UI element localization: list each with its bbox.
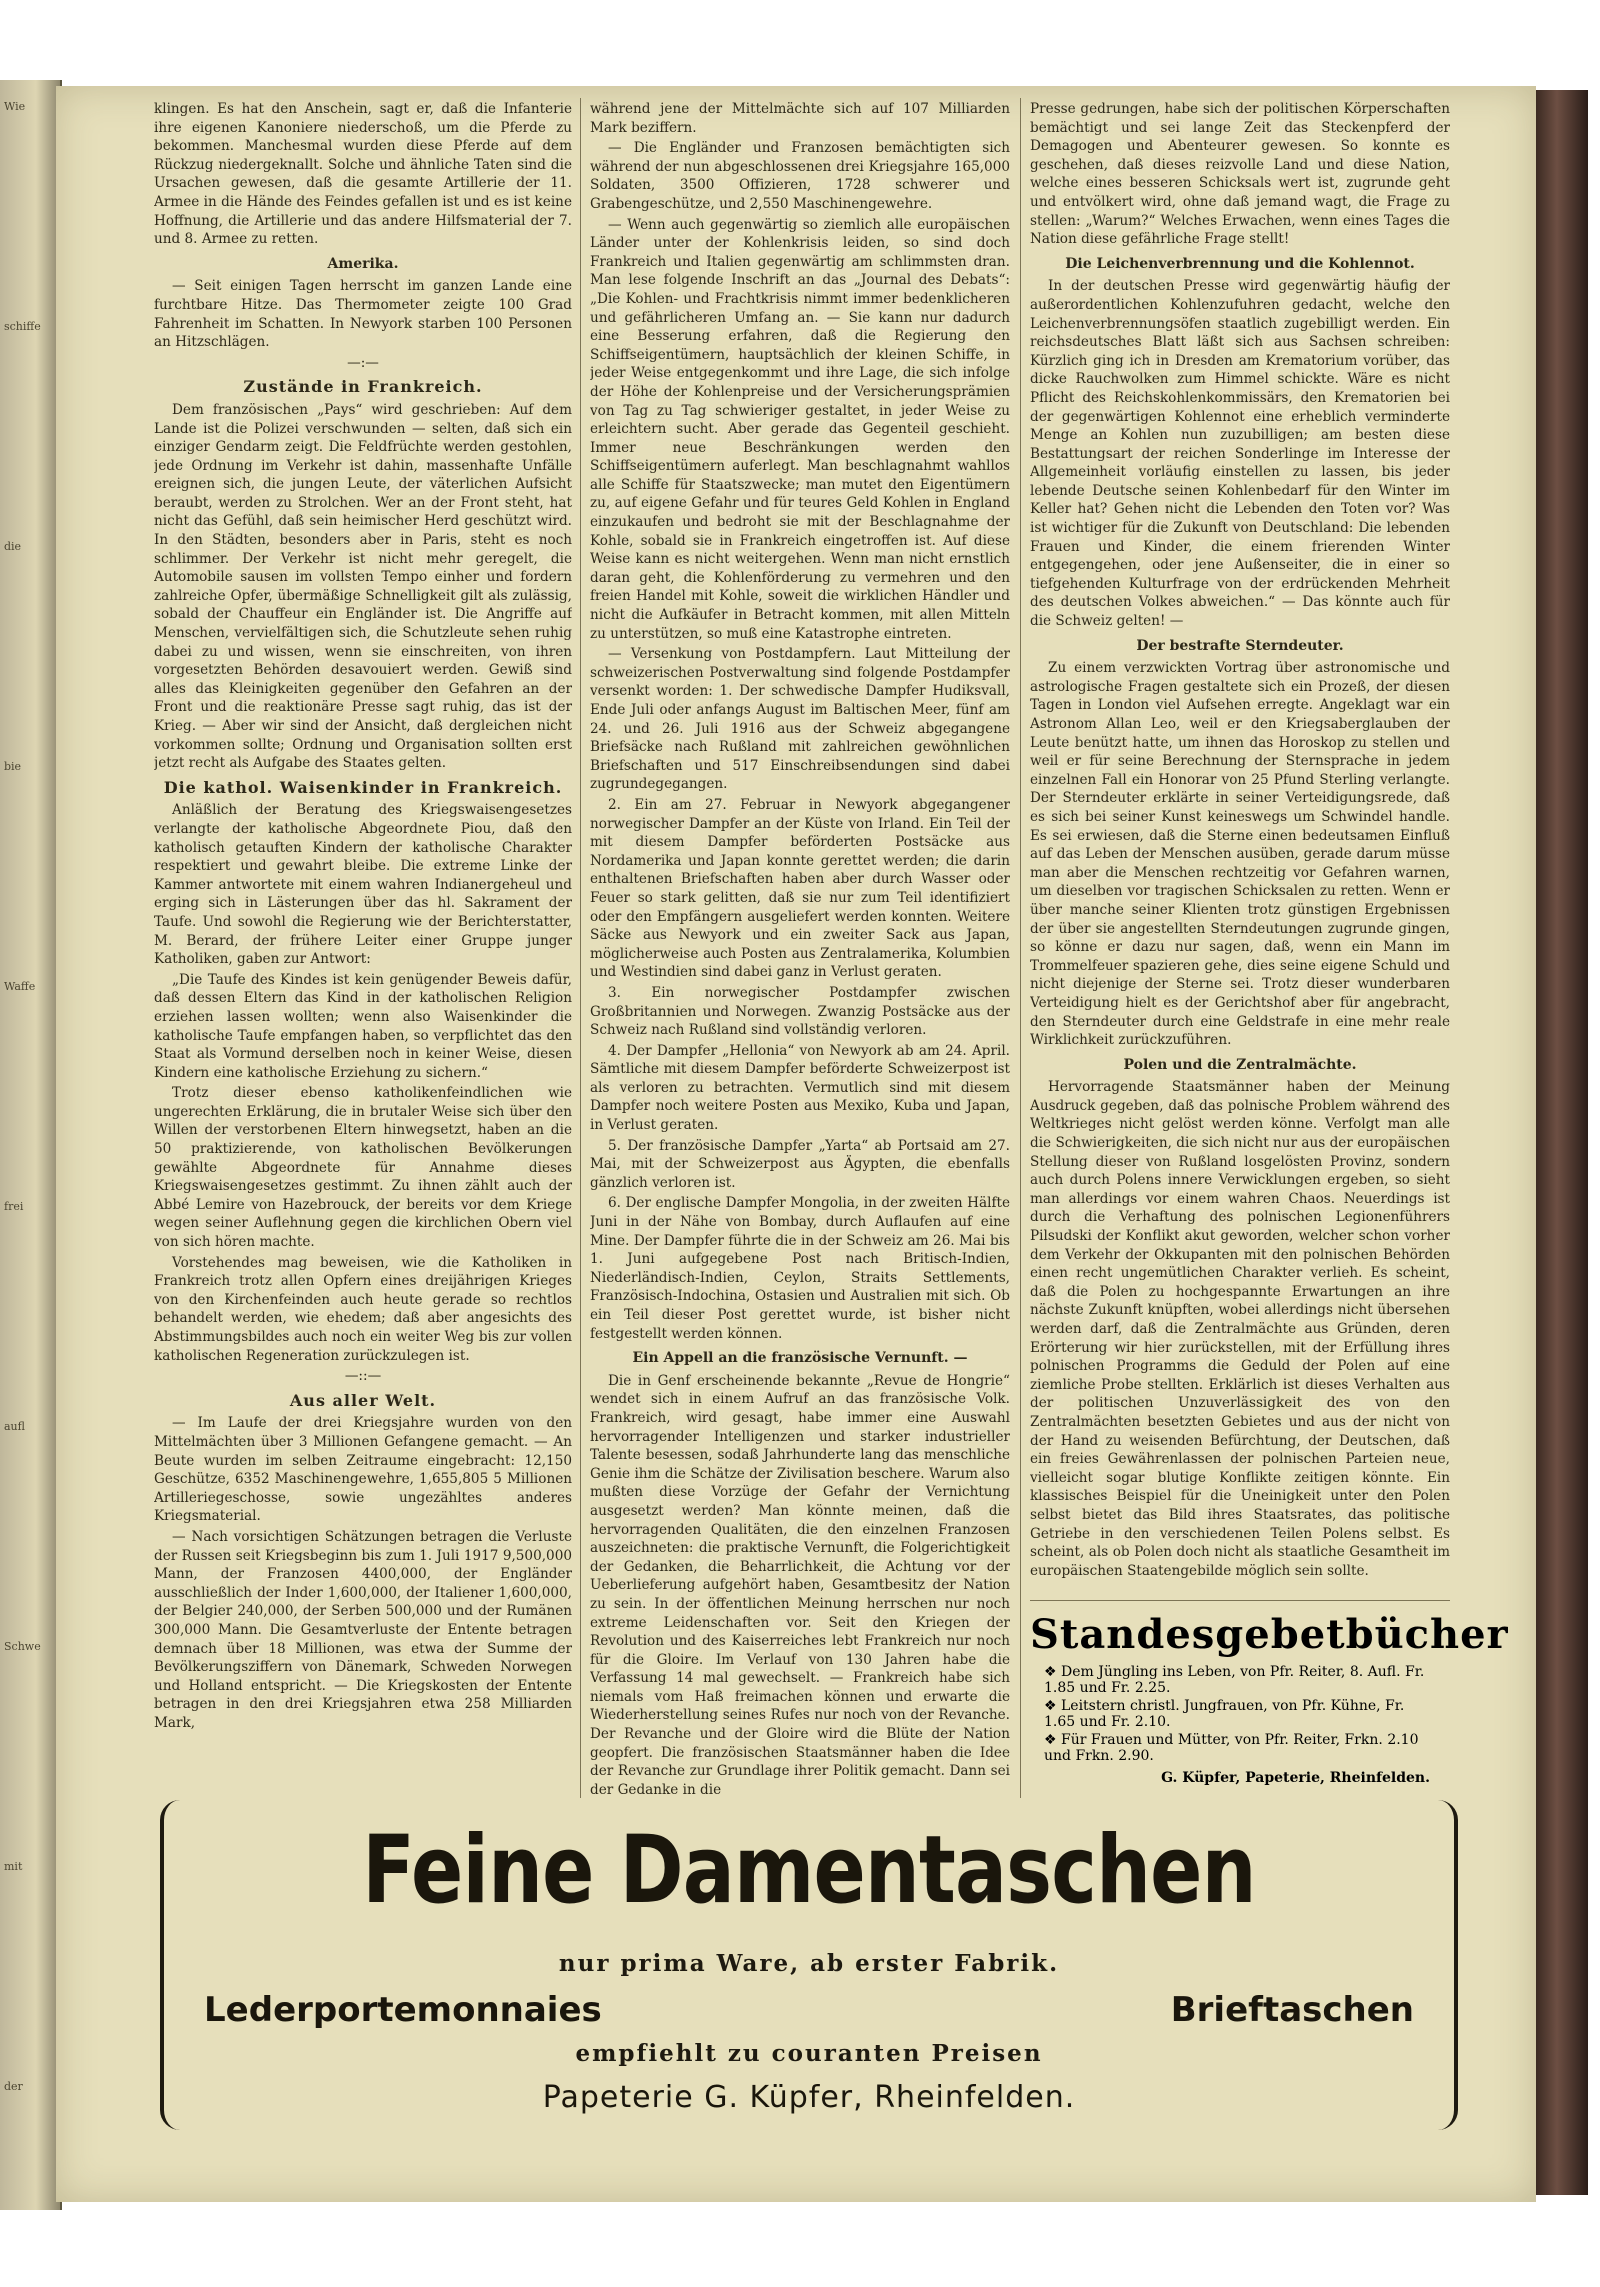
ad-subline: nur prima Ware, ab erster Fabrik.	[558, 1950, 1060, 1977]
section-heading: Zustände in Frankreich.	[243, 377, 483, 397]
column-rule	[1020, 98, 1021, 1798]
adjacent-page-edge	[0, 80, 62, 2210]
section-heading: Der bestrafte Sterndeuter.	[1136, 637, 1344, 654]
edge-fragment: Wie	[4, 100, 26, 113]
paragraph: klingen. Es hat den Anschein, sagt er, daß die Infanterie ihre eigenen Kanoniere niederschoß, um die Pferde zu bekommen. Manchesmal wurden diese Pferde auf dem Rückzug niedergeknallt. Solche und ähnliche Taten sind die Ursachen gewesen, daß die gesamte Artillerie der 11. Armee in die Hände des Feindes gefallen ist und es ist keine Hoffnung, die Artillerie und das andere Hilfsmaterial der 7. und 8. Armee zu retten.	[154, 101, 572, 248]
section-heading-amerika: Amerika.	[327, 255, 399, 272]
paragraph: 4. Der Dampfer „Hellonia“ von Newyork ab am 24. April. Sämtliche mit diesem Dampfer beförderte Schweizerpost ist als verloren zu betrachten. Vermutlich sind mit diesem Dampfer noch weitere Posten aus Mexiko, Kuba und Japan, in Verlust geraten.	[590, 1042, 1010, 1134]
section-heading: Ein Appell an die französische Vernunft. —	[632, 1350, 968, 1367]
section-heading: Die kathol. Waisenkinder in Frankreich.	[163, 777, 563, 797]
ad-product-right: Brieftaschen	[1170, 1990, 1414, 2030]
ad-line: ❖ Dem Jüngling ins Leben, von Pfr. Reiter, 8. Aufl. Fr. 1.85 und Fr. 2.25.	[1044, 1664, 1425, 1696]
ad-signature: G. Küpfer, Papeterie, Rheinfelden.	[1161, 1770, 1430, 1786]
ad-line: ❖ Leitstern christl. Jungfrauen, von Pfr. Kühne, Fr. 1.65 und Fr. 2.10.	[1044, 1698, 1405, 1730]
separator: —::—	[344, 1368, 382, 1385]
edge-fragment: bie	[4, 760, 22, 773]
paragraph: Dem französischen „Pays“ wird geschrieben: Auf dem Lande ist die Polizei verschwunden — selten, daß sich ein einziger Gendarm zeigt. Die Feldfrüchte werden gestohlen, jede Ordnung im Verkehr ist dahin, massenhafte Unfälle ereignen sich, die jungen Leute, der väterlichen Aufsicht beraubt, werden zu Strolchen. Wer an der Front steht, hat nicht das Gefühl, daß sein heimischer Herd geschützt wird. In den Städten, besonders aber in Paris, steht es noch schlimmer. Der Verkehr ist nicht mehr geregelt, die Automobile sausen im vollsten Tempo einher und fordern zahlreiche Opfer, übermäßige Schnelligkeit gilt als zulässig, sobald der Chauffeur ein Engländer ist. Die Angriffe auf Menschen, vervielfältigen sich, die Schutzleute sehen ruhig dabei zu und wissen, wenn sie einschreiten, von ihren vorgesetzten Behörden desavouiert werden. Gewiß sind alles das Kleinigkeiten gegenüber den Gefahren an der Front und die reaktionäre Presse sagt ruhig, das ist der Krieg. — Aber wir sind der Ansicht, daß dergleichen nicht vorkommen sollte; Ordnung und Organisation sollten erst jetzt recht als Aufgabe des Staates gelten.	[154, 401, 572, 772]
column-rule	[580, 98, 581, 1798]
ad-recommendation: empfiehlt zu couranten Preisen	[575, 2040, 1043, 2067]
edge-fragment: frei	[4, 1200, 24, 1213]
paragraph: 5. Der französische Dampfer „Yarta“ ab Portsaid am 27. Mai, mit der Schweizerpost aus Ägypten, die ebenfalls gänzlich verloren ist.	[590, 1137, 1010, 1191]
edge-fragment: mit	[4, 1860, 23, 1873]
paragraph: Hervorragende Staatsmänner haben der Meinung Ausdruck gegeben, daß das polnische Problem während des Weltkrieges nicht gelöst werden könne. Verfolgt man alle die Schwierigkeiten, die sich nicht nur aus der europäischen Stellung dieser von Rußland losgelösten Provinz, sondern auch durch Polens innere Verwicklungen ergeben, so sieht man allerdings vor einem wahren Chaos. Neuerdings ist durch die Verhaftung des polnischen Legionenführers Pilsudski der Konflikt akut geworden, welcher schon vorher dem Verkehr der Okkupanten mit den polnischen Behörden einen recht ungemütlichen Charakter verlieh. Es scheint, daß die Polen zu hochgespannte Erwartungen an ihre nächste Zukunft knüpften, wobei allerdings nicht übersehen werden darf, daß die Zentralmächte aus Gründen, deren Erörterung wir hier zurückstellen, mit der Erfüllung ihres polnischen Programms die Geduld der Polen auf eine ziemliche Probe stellten. Erklärlich ist dieses Verhalten aus der politischen Unzuverlässigkeit des von den Zentralmächten besetzten Gebietes und aus der nicht von der Hand zu weisenden Befürchtung, der Deutschen, daß ein freies Gewährenlassen der polnischen Parteien neue, vielleicht sogar blutige Konflikte zeitigen könnte. Ein klassisches Beispiel für die Uneinigkeit unter den Polen selbst bietet das Bild ihres Staatsrates, das politische Getriebe in den verschiedenen Teilen Polens selbst. Es scheint, als ob Polen doch nicht als staatliche Gesamtheit im europäischen Staatengebilde möglich sein sollte.	[1030, 1079, 1450, 1579]
book-spine	[1536, 90, 1588, 2195]
paragraph: Zu einem verzwickten Vortrag über astronomische und astrologische Fragen gestaltete sich ein Prozeß, der diesen Tagen in London viel Aufsehen erregte. Angeklagt war ein Astronom Allan Leo, weil er den Kriegsaberglauben der Leute benützt hatte, um ihnen das Horoskop zu stellen und weil er für seine Berechnung der Sternsprache in jedem einzelnen Fall ein Honorar von 25 Pfund Sterling verlangte. Der Sterndeuter erklärte in seiner Verteidigungsrede, daß es sich bei seiner Kunst keineswegs um Schwindel handle. Es sei erwiesen, daß die Sterne einen bedeutsamen Einfluß auf das Leben der Menschen ausüben, gerade darum müsse man aber die Menschen rechtzeitig vor Gefahren warnen, um dieselben vor tragischen Schicksalen zu retten. Wenn er über manche seiner Klienten trotz günstigen Ergebnissen der über sie angestellten Sterndeutungen zugrunde gingen, so könne er dazu nur sagen, daß, wenn ein Mann im Trommelfeuer spazieren gehe, dies seine eigene Schuld und nicht diejenige der Sterne sei. Trotz dieser wunderbaren Verteidigung hielt es der Gerichtshof aber für angebracht, den Sterndeuter durch eine Geldstrafe in eine mehr reale Wirklichkeit zurückzuführen.	[1030, 660, 1450, 1049]
edge-fragment: Waffe	[4, 980, 36, 993]
paragraph: Anläßlich der Beratung des Kriegswaisengesetzes verlangte der katholische Abgeordnete Piou, daß den katholisch getauften Kindern der katholische Charakter respektiert und gewahrt bleibe. Die extreme Linke der Kammer antwortete mit einem wahren Indianergeheul und erging sich in Lästerungen über das hl. Sakrament der Taufe. Und sowohl die Regierung wie der Berichterstatter, M. Berard, der frühere Leiter einer Gruppe junger Katholiken, gaben zur Antwort:	[154, 802, 572, 968]
small-advertisement	[1030, 1600, 1509, 1791]
paragraph: 6. Der englische Dampfer Mongolia, in der zweiten Hälfte Juni in der Nähe von Bombay, durch Auflaufen auf eine Mine. Der Dampfer führte die in der Schweiz am 26. Mai bis 1. Juni aufgegebene Post nach Britisch-Indien, Niederländisch-Indien, Ceylon, Straits Settlements, Französisch-Indochina, Ostasien und Australien mit sich. Ob ein Teil dieser Post gerettet wurde, ist bisher nicht festgestellt werden können.	[590, 1195, 1010, 1342]
section-heading: Polen und die Zentralmächte.	[1123, 1056, 1357, 1073]
paragraph: — Nach vorsichtigen Schätzungen betragen die Verluste der Russen seit Kriegsbeginn bis zum 1. Juli 1917 9,500,000 Mann, der Franzosen 4400,000, der Engländer ausschließlich der Inder 1,600,000, der Italiener 1,600,000, der Belgier 240,000, der Serben 500,000 und der Rumänen 300,000 Mann. Die Gesamtverluste der Entente betragen demnach über 18 Millionen, was etwa der Summe der Bevölkerungsziffern von Dänemark, Schweden Norwegen und Holland entspricht. — Die Kriegskosten der Entente betragen in den drei Kriegsjahren etwa 258 Milliarden Mark,	[154, 1528, 572, 1731]
paragraph: Trotz dieser ebenso katholikenfeindlichen wie ungerechten Erklärung, die in brutaler Weise sich über den Willen der verstorbenen Eltern hinwegsetzt, haben an die 50 praktizierende, von katholischen Bevölkerungen gewählte Abgeordnete für Annahme dieses Kriegswaisengesetzes gestimmt. Zu ihnen zählt auch der Abbé Lemire von Hazebrouck, der bereits vor dem Kriege wegen seiner Auflehnung gegen die kirchlichen Obern viel von sich hören machte.	[154, 1085, 572, 1251]
paragraph: während jene der Mittelmächte sich auf 107 Milliarden Mark beziffern.	[590, 101, 1010, 136]
paragraph: — Seit einigen Tagen herrscht im ganzen Lande eine furchtbare Hitze. Das Thermometer zeigte 100 Grad Fahrenheit im Schatten. In Newyork starben 100 Personen an Hitzschlägen.	[154, 278, 572, 351]
paragraph: — Wenn auch gegenwärtig so ziemlich alle europäischen Länder unter der Kohlenkrisis leiden, so sind doch Frankreich und Italien gegenwärtig am schlimmsten dran. Man lese folgende Inschrift an das „Journal des Debats“: „Die Kohlen- und Frachtkrisis nimmt immer bedenklicheren und gefährlicheren Umfang an. — Sie kann nur dadurch eine Besserung erfahren, daß die Regierung den Schiffseigentümern, hauptsächlich der kleinen Schiffe, in jeder Weise entgegenkommt und ihre Lage, die sich infolge der Höhe der Kohlenpreise und der Versicherungsprämien von Tag zu Tag schwieriger gestaltet, in jeder Weise zu erleichtern sucht. Aber gerade das Gegenteil geschieht. Immer neue Beschränkungen werden den Schiffseigentümern auferlegt. Man beschlagnahmt wahllos alle Schiffe für Staatszwecke; man mutet den Eigentümern zu, auf eigene Gefahr und für teures Geld Kohlen in England einzukaufen und bedroht sie mit der Beschlagnahme der Kohle, sobald sie in Frankreich eingetroffen ist. Auf diese Weise kann es nicht weitergehen. Wenn man nicht ernstlich daran geht, die Kohlenförderung zu vermehren und den freien Handel mit Kohle, soweit die wirklichen Händler und nicht die Aufkäufer in Betracht kommen, mit allen Mitteln zu unterstützen, so muß eine Katastrophe eintreten.	[590, 216, 1010, 642]
ad-headline: Feine Damentaschen	[362, 1816, 1256, 1925]
ad-line: ❖ Für Frauen und Mütter, von Pfr. Reiter, Frkn. 2.10 und Frkn. 2.90.	[1044, 1732, 1419, 1764]
column-1	[154, 100, 572, 1800]
ad-product-left: Lederportemonnaies	[204, 1990, 602, 2030]
edge-fragment: die	[4, 540, 22, 553]
paragraph: Die in Genf erscheinende bekannte „Revue de Hongrie“ wendet sich in einem Aufruf an das französische Volk. Frankreich, wird gesagt, habe immer eine Auswahl hervorragender Intelligenzen und starker industrieller Talente besessen, sodaß Jahrhunderte lang das menschliche Genie ihm die Schätze der Zivilisation beschere. Warum also mußten diese Vorzüge der Gefahr der Vernichtung ausgesetzt werden? Man könnte meinen, daß die hervorragenden Qualitäten, die den einzelnen Franzosen auszeichneten: die praktische Vernunft, die Folgerichtigkeit der Gedanken, die Beharrlichkeit, die Achtung vor der Ueberlieferung aufgehört haben, Gesamtbesitz der Nation zu sein. In der öffentlichen Meinung herrschen nur noch extreme Leidenschaften vor. Seit den Kriegen der Revolution und des Kaiserreiches lebt Frankreich nur noch für die Gloire. Im Verlauf von 130 Jahren habe die Verfassung 14 mal gewechselt. — Frankreich habe sich niemals vom Haß freimachen können und erwarte die Wiederherstellung seines Rufes nur noch von der Revanche. Der Revanche und der Gloire wird die Blüte der Nation geopfert. Die französischen Staatsmänner haben die Idee der Revanche zur Grundlage ihrer Politik gemacht. Dann sei der Gedanke in die	[590, 1372, 1010, 1798]
column-2	[590, 100, 1010, 1800]
paragraph: 2. Ein am 27. Februar in Newyork abgegangener norwegischer Dampfer an der Küste von Irland. Ein Teil der mit diesem Dampfer beförderten Postsäcke aus Nordamerika und Japan konnte gerettet werden; die darin enthaltenen Briefschaften haben aber durch Wasser oder Feuer so stark gelitten, daß sie nur zum Teil identifiziert oder den Empfängern ausgeliefert werden konnten. Weitere Säcke aus Newyork und ein zweiter Sack aus Japan, möglicherweise auch Posten aus Zentralamerika, Kolumbien und Westindien sind dabei ganz in Verlust geraten.	[590, 796, 1010, 981]
paragraph: Presse gedrungen, habe sich der politischen Körperschaften bemächtigt und sei lange Zeit das Steckenpferd der Demagogen und Abenteurer gewesen. So konnte es geschehen, daß dieses reizvolle Land und diese Nation, welche eines besseren Schicksals wert ist, zugrunde geht und entvölkert wird, ohne daß jemand wagt, die Frage zu stellen: „Warum?“ Welches Erwachen, wenn eines Tages die Nation diese gefährliche Frage stellt!	[1030, 101, 1450, 248]
paragraph: — Versenkung von Postdampfern. Laut Mitteilung der schweizerischen Postverwaltung sind folgende Postdampfer versenkt worden: 1. Der schwedische Dampfer Hudiksvall, Ende Juli oder anfangs August im Baltischen Meer, fünf am 24. und 26. Juli 1916 aus der Schweiz abgegangene Briefsäcke nach Rußland mit zahlreichen gewöhnlichen Briefschaften und 517 Einschreibsendungen sind dabei zugrundegegangen.	[590, 646, 1010, 793]
quote: „Die Taufe des Kindes ist kein genügender Beweis dafür, daß dessen Eltern das Kind in der katholischen Religion erziehen lassen wollten; wenn also Waisenkinder die katholische Taufe empfangen haben, so verpflichtet das den Staat als Vormund derselben noch in keiner Weise, diesen Kindern eine katholische Erziehung zu sichern.“	[154, 971, 572, 1081]
paragraph: 3. Ein norwegischer Postdampfer zwischen Großbritannien und Norwegen. Zwanzig Postsäcke aus der Schweiz nach Rußland sind vollständig verloren.	[590, 984, 1010, 1039]
section-heading: Aus aller Welt.	[289, 1390, 437, 1410]
edge-fragment: der	[4, 2080, 23, 2093]
separator: —:—	[347, 354, 379, 371]
paragraph: Vorstehendes mag beweisen, wie die Katholiken in Frankreich trotz allen Opfern eines dreijährigen Krieges von den Kirchenfeinden auch heute gerade so rechtlos behandelt werden, wie ehedem; daß aber angesichts des Abstimmungsbildes auch noch ein weiter Weg bis zur vollen katholischen Regeneration zurückzulegen ist.	[154, 1254, 572, 1364]
edge-fragment: aufl	[4, 1420, 25, 1433]
paragraph: — Im Laufe der drei Kriegsjahre wurden von den Mittelmächten über 3 Millionen Gefangene gemacht. — An Beute wurden im selben Zeitraume eingebracht: 12,150 Geschütze, 6352 Maschinengewehre, 1,655,805 5 Millionen Artilleriegeschosse, sowie ungezähltes anderes Kriegsmaterial.	[154, 1415, 572, 1525]
paragraph: In der deutschen Presse wird gegenwärtig häufig der außerordentlichen Kohlenzufuhren gedacht, welche den Leichenverbrennungsöfen staatlich zugebilligt werden. Ein reichsdeutsches Blatt läßt sich aus Sachsen schreiben: Kürzlich ging ich in Dresden am Krematorium vorüber, das dicke Rauchwolken zum Himmel schickte. Wäre es nicht Pflicht des Reichskohlenkommissärs, den Krematorien bei der gegenwärtigen Kohlennot eine erheblich verminderte Menge an Kohlen nun zuzubilligen; am besten diese Bestattungsart der reichen Sonderlinge im Interesse der Allgemeinheit vorläufig einstellen zu lassen, bis jeder lebende Deutsche seinen Kohlenbedarf für den Winter im Keller hat? Gehen nicht die Lebenden den Toten vor? Was ist wichtiger für die Zukunft von Deutschland: Die lebenden Frauen und Kinder, die einem frierenden Winter entgegengehen, oder jene Außenseiter, die in einer so tiefgehenden Kulturfrage von der erdrückenden Mehrheit des deutschen Volkes abweichen.“ — Das könnte auch für die Schweiz gelten! —	[1030, 278, 1450, 630]
edge-fragment: schiffe	[4, 320, 41, 333]
edge-fragment: Schwe	[4, 1640, 41, 1653]
large-advertisement	[160, 1800, 1458, 2130]
ad-shop-name: Papeterie G. Küpfer, Rheinfelden.	[542, 2080, 1076, 2115]
section-heading: Die Leichenverbrennung und die Kohlennot.	[1065, 255, 1415, 272]
paragraph: — Die Engländer und Franzosen bemächtigten sich während der nun abgeschlossenen drei Kriegsjahre 165,000 Soldaten, 3500 Offizieren, 1728 schwerer und Grabengeschütze, und 2,550 Maschinengewehre.	[590, 140, 1010, 212]
column-3	[1030, 100, 1450, 1595]
ad-title: Standesgebetbücher	[1030, 1611, 1509, 1658]
